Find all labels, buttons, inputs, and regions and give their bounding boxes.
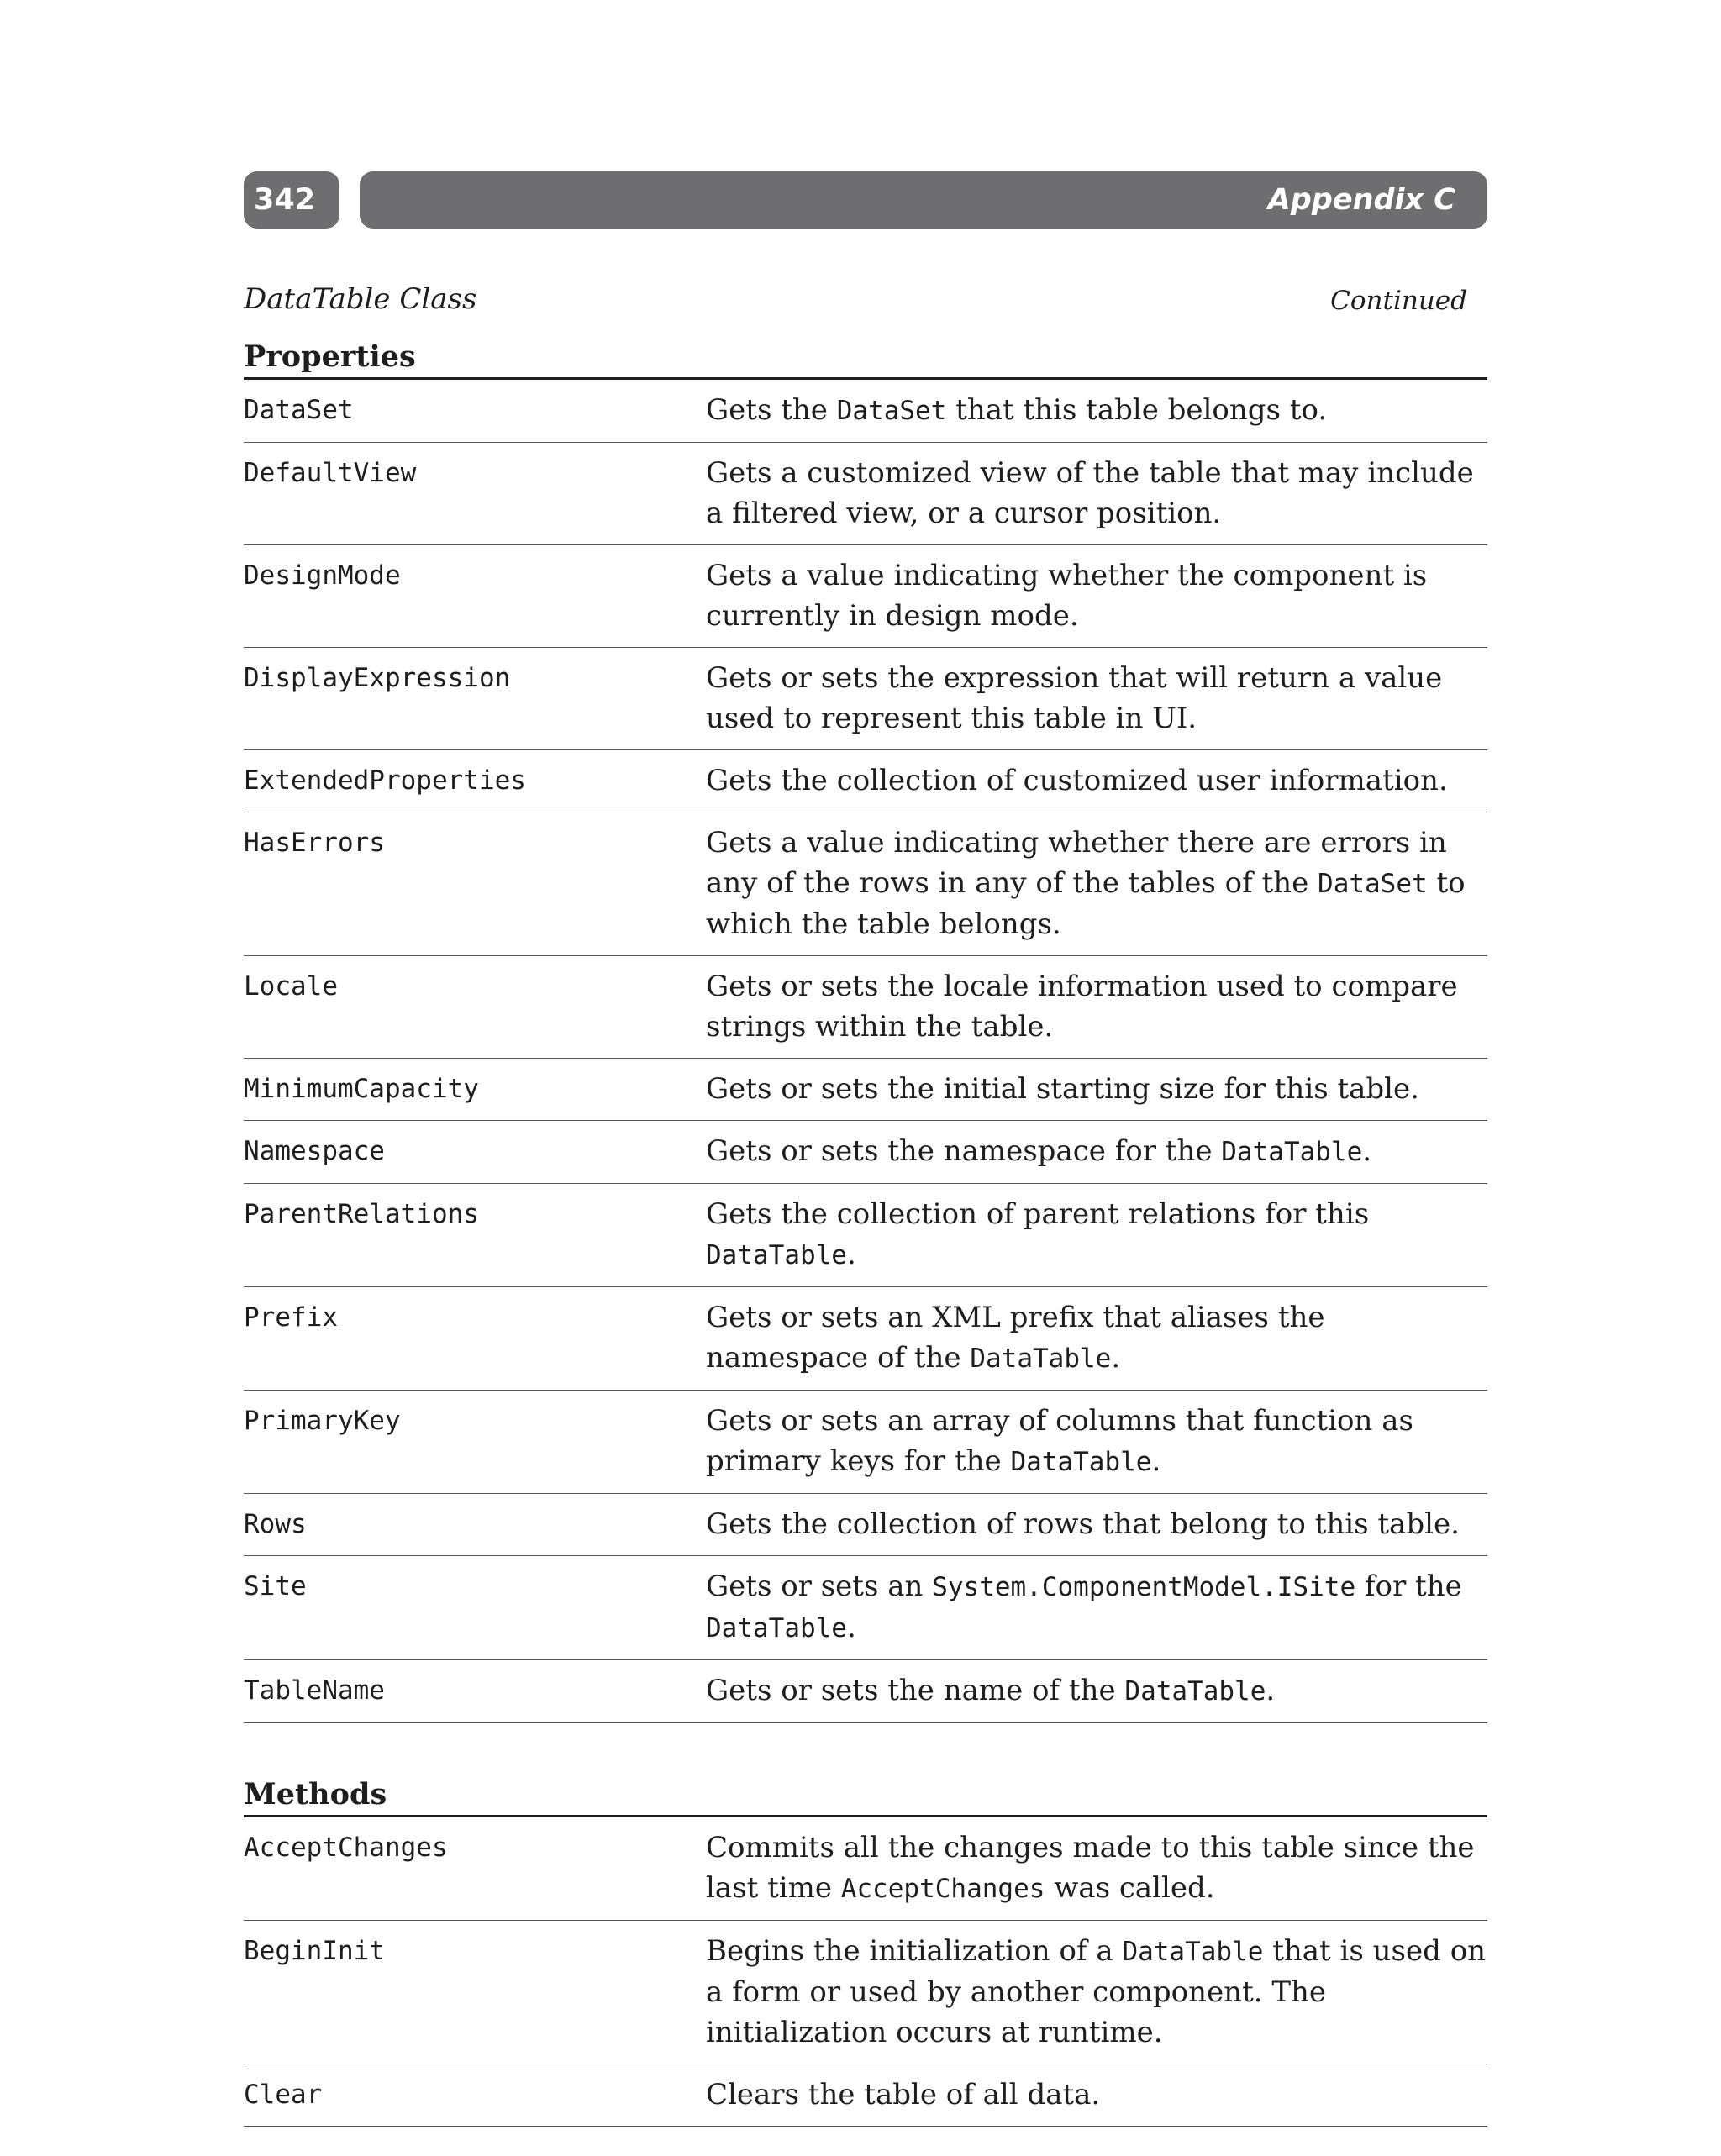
description-text: Gets or sets the expression that will return a value used to represent this table in UI. xyxy=(706,661,1443,735)
code-term: DataTable xyxy=(1122,1937,1264,1967)
property-description xyxy=(706,1287,1487,1391)
description-text: Gets or sets the locale information used to compare strings within the table. xyxy=(706,970,1458,1044)
property-row xyxy=(244,443,1487,545)
description-text: Gets a customized view of the table that may include a filtered view, or a cursor position. xyxy=(706,456,1474,530)
method-row xyxy=(244,2064,1487,2127)
table-content xyxy=(244,277,1487,2127)
description-text: Gets the collection of parent relations for this xyxy=(706,1197,1370,1231)
code-term: DataSet xyxy=(836,396,947,426)
property-row xyxy=(244,380,1487,443)
description-text: Gets or sets an XML prefix that aliases the namespace of the xyxy=(706,1301,1325,1375)
description-text: Gets or sets the name of the xyxy=(706,1674,1125,1707)
property-description xyxy=(706,1494,1487,1556)
description-text: Begins the initialization of a xyxy=(706,1934,1123,1968)
property-description xyxy=(706,545,1487,648)
methods-table xyxy=(244,1817,1487,2127)
properties-table xyxy=(244,380,1487,1723)
description-text: for the xyxy=(1355,1570,1462,1603)
code-term: AcceptChanges xyxy=(840,1874,1045,1904)
description-text: Gets or sets an xyxy=(706,1570,933,1603)
caption-row xyxy=(244,277,1487,324)
description-text: . xyxy=(1111,1341,1121,1375)
property-name: Rows xyxy=(244,1494,706,1556)
property-row xyxy=(244,545,1487,648)
property-name: Prefix xyxy=(244,1287,706,1391)
description-text: Gets a value indicating whether the component is currently in design mode. xyxy=(706,559,1428,633)
property-name: Namespace xyxy=(244,1121,706,1184)
code-term: DataTable xyxy=(1124,1676,1266,1706)
table-caption: DataTable Class xyxy=(244,282,477,316)
property-description xyxy=(706,1121,1487,1184)
property-description xyxy=(706,1391,1487,1494)
property-row xyxy=(244,750,1487,812)
description-text: Gets or sets the namespace for the xyxy=(706,1134,1222,1168)
property-row xyxy=(244,1287,1487,1391)
property-row xyxy=(244,956,1487,1059)
property-name: DisplayExpression xyxy=(244,648,706,750)
method-row xyxy=(244,1817,1487,1921)
description-text: Gets or sets an array of columns that function as primary keys for the xyxy=(706,1404,1413,1478)
method-row xyxy=(244,1921,1487,2064)
description-text: . xyxy=(846,1611,856,1644)
property-description xyxy=(706,750,1487,812)
property-row xyxy=(244,648,1487,750)
code-term: DataSet xyxy=(1318,869,1428,899)
method-description xyxy=(706,2064,1487,2127)
description-text: that this table belongs to. xyxy=(946,393,1328,427)
property-row xyxy=(244,1121,1487,1184)
property-name: Locale xyxy=(244,956,706,1059)
page-number: 342 xyxy=(244,171,339,229)
property-name: MinimumCapacity xyxy=(244,1059,706,1121)
methods-heading: Methods xyxy=(244,1762,1487,1817)
continued-label: Continued xyxy=(1330,286,1467,316)
property-row xyxy=(244,1059,1487,1121)
property-name: Site xyxy=(244,1556,706,1660)
description-text: . xyxy=(1151,1444,1161,1478)
description-text: Gets a value indicating whether there are errors in any of the rows in any of the tables of the xyxy=(706,826,1447,900)
code-term: System.ComponentModel.ISite xyxy=(932,1572,1356,1602)
property-row xyxy=(244,1184,1487,1287)
description-text: Gets the collection of customized user information. xyxy=(706,764,1448,797)
description-text: to which the table belongs. xyxy=(706,866,1466,941)
description-text: Gets the collection of rows that belong to this table. xyxy=(706,1507,1460,1541)
code-term: DataTable xyxy=(970,1344,1112,1374)
description-text: Commits all the changes made to this table since the last time xyxy=(706,1831,1475,1905)
method-name: BeginInit xyxy=(244,1921,706,2064)
chapter-title: Appendix C xyxy=(360,171,1487,229)
description-text: that is used on a form or used by another component. The initialization occurs at runtime. xyxy=(706,1934,1487,2049)
code-term: DataTable xyxy=(1010,1447,1152,1477)
description-text: . xyxy=(1266,1674,1276,1707)
property-row xyxy=(244,1391,1487,1494)
property-description xyxy=(706,1184,1487,1287)
property-name: DefaultView xyxy=(244,443,706,545)
code-term: DataTable xyxy=(706,1613,847,1643)
description-text: . xyxy=(1362,1134,1372,1168)
properties-heading: Properties xyxy=(244,324,1487,380)
property-name: ParentRelations xyxy=(244,1184,706,1287)
method-description xyxy=(706,1817,1487,1921)
property-name: ExtendedProperties xyxy=(244,750,706,812)
property-description xyxy=(706,812,1487,956)
property-description xyxy=(706,648,1487,750)
property-name: TableName xyxy=(244,1660,706,1723)
description-text: Gets the xyxy=(706,393,837,427)
property-row xyxy=(244,1494,1487,1556)
method-name: Clear xyxy=(244,2064,706,2127)
description-text: was called. xyxy=(1045,1871,1215,1905)
description-text: . xyxy=(846,1238,856,1271)
method-description xyxy=(706,1921,1487,2064)
property-description xyxy=(706,1059,1487,1121)
method-name: AcceptChanges xyxy=(244,1817,706,1921)
property-name: DesignMode xyxy=(244,545,706,648)
running-header xyxy=(244,171,1487,229)
property-name: DataSet xyxy=(244,380,706,443)
property-description xyxy=(706,443,1487,545)
property-row xyxy=(244,812,1487,956)
property-description xyxy=(706,380,1487,443)
property-name: HasErrors xyxy=(244,812,706,956)
description-text: Clears the table of all data. xyxy=(706,2078,1101,2111)
property-name: PrimaryKey xyxy=(244,1391,706,1494)
property-row xyxy=(244,1660,1487,1723)
property-description xyxy=(706,1556,1487,1660)
property-description xyxy=(706,956,1487,1059)
code-term: DataTable xyxy=(1221,1137,1363,1167)
property-row xyxy=(244,1556,1487,1660)
description-text: Gets or sets the initial starting size for this table. xyxy=(706,1072,1419,1106)
property-description xyxy=(706,1660,1487,1723)
code-term: DataTable xyxy=(706,1240,847,1270)
